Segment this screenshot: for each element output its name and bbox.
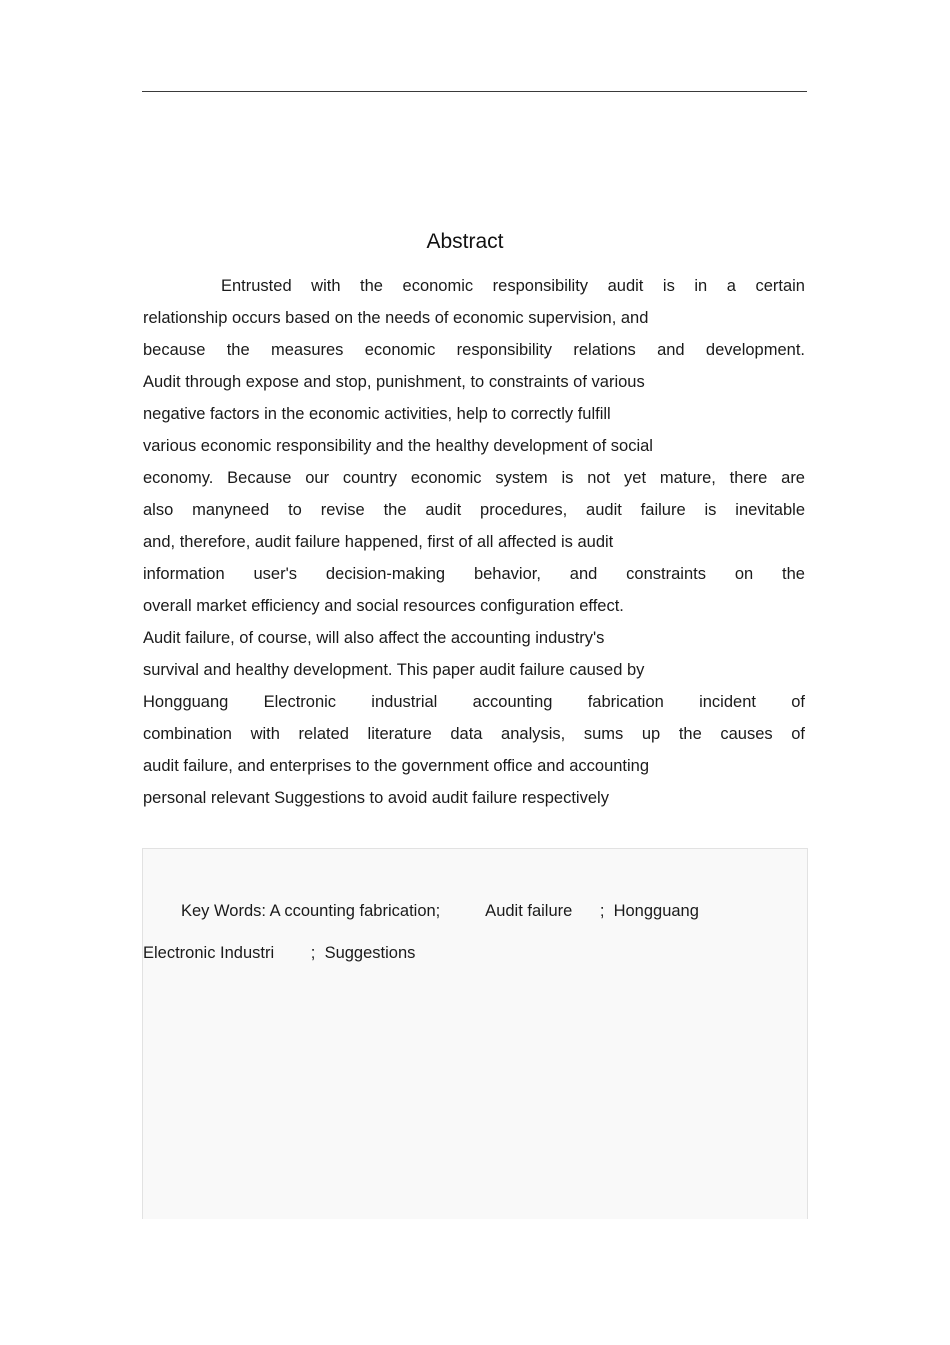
abstract-line: various economic responsibility and the healthy development of social	[143, 437, 653, 455]
abstract-line: personal relevant Suggestions to avoid audit failure respectively	[143, 789, 609, 807]
abstract-title: Abstract	[426, 230, 504, 253]
abstract-body	[143, 270, 805, 814]
abstract-line: also manyneed to revise the audit procedures, audit failure is inevitable	[143, 501, 805, 519]
abstract-line: overall market efficiency and social resources configuration effect.	[143, 597, 624, 615]
abstract-line: combination with related literature data analysis, sums up the causes of	[143, 725, 805, 743]
header-rule	[142, 91, 807, 92]
keywords-line: Electronic Industri ; Suggestions	[143, 944, 416, 962]
abstract-line: audit failure, and enterprises to the government office and accounting	[143, 757, 650, 775]
abstract-line: negative factors in the economic activities, help to correctly fulfill	[143, 405, 611, 423]
keywords-panel	[142, 848, 808, 1219]
abstract-line: relationship occurs based on the needs of economic supervision, and	[143, 309, 649, 327]
abstract-line: Audit failure, of course, will also affect the accounting industry's	[143, 629, 605, 647]
abstract-line: because the measures economic responsibility relations and development.	[143, 341, 805, 359]
abstract-line: Hongguang Electronic industrial accounting fabrication incident of	[143, 693, 805, 711]
abstract-line: Entrusted with the economic responsibility audit is in a certain	[221, 277, 805, 295]
abstract-line: information user's decision-making behavior, and constraints on the	[143, 565, 805, 583]
abstract-line: Audit through expose and stop, punishment, to constraints of various	[143, 373, 645, 391]
keywords-line: Key Words: A ccounting fabrication; Audit failure ; Hongguang	[181, 902, 699, 920]
abstract-line: and, therefore, audit failure happened, first of all affected is audit	[143, 533, 614, 551]
abstract-line: economy. Because our country economic system is not yet mature, there are	[143, 469, 805, 487]
abstract-line: survival and healthy development. This paper audit failure caused by	[143, 661, 645, 679]
